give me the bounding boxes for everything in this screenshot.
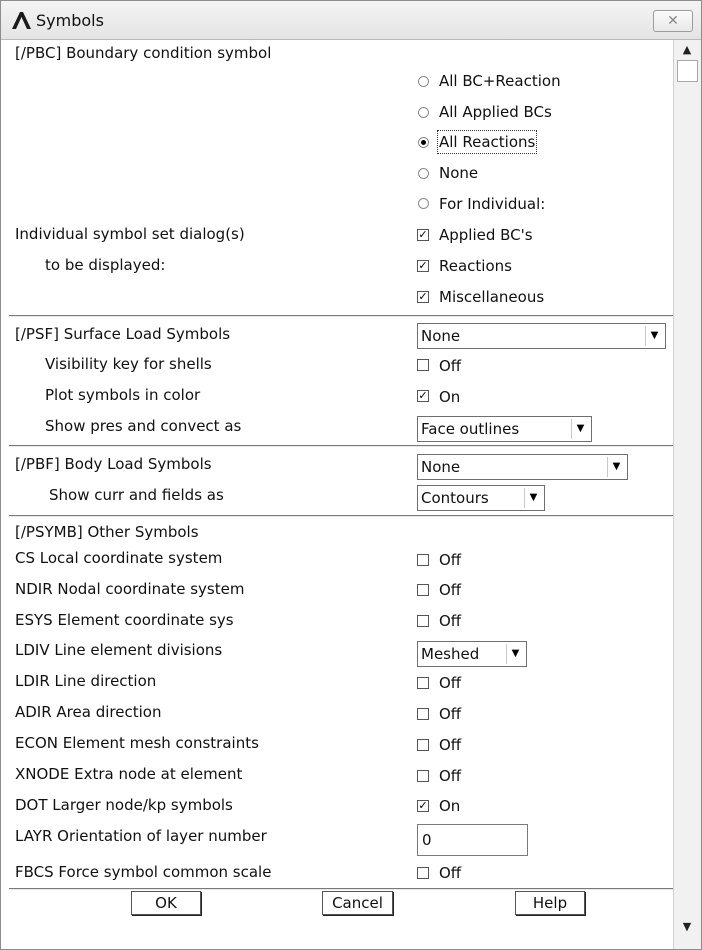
layr-input[interactable]: [420, 829, 524, 851]
pbf-curr-select[interactable]: [417, 485, 545, 511]
checkbox-label: Off: [439, 674, 462, 692]
layr-input-box[interactable]: [417, 824, 528, 856]
separator: [9, 515, 673, 517]
psf-pres-select[interactable]: [417, 416, 592, 442]
checkbox-label: Off: [439, 581, 462, 599]
arrow-up-icon[interactable]: ▲: [682, 43, 692, 56]
scrollbar-thumb[interactable]: [677, 60, 698, 82]
checkbox-label: Off: [439, 767, 462, 785]
ndir-label: NDIR Nodal coordinate system: [15, 580, 245, 598]
select-value: Contours: [421, 489, 489, 507]
checkbox-label: On: [439, 388, 461, 406]
chevron-down-icon[interactable]: ▼: [607, 457, 625, 477]
radio-label: All Reactions: [439, 133, 536, 151]
cancel-button[interactable]: Cancel: [322, 891, 393, 915]
dot-label: DOT Larger node/kp symbols: [15, 796, 233, 814]
checkbox[interactable]: [417, 867, 429, 879]
select-value: None: [421, 327, 461, 345]
checkbox[interactable]: ✓: [418, 290, 428, 303]
checkbox[interactable]: [417, 739, 429, 751]
dialog-content: [1, 40, 673, 949]
cs-label: CS Local coordinate system: [15, 549, 223, 567]
radio-label: None: [439, 164, 479, 182]
arrow-down-icon[interactable]: ▼: [682, 920, 692, 933]
select-value: None: [421, 458, 461, 476]
psf-color-label: Plot symbols in color: [45, 386, 201, 404]
radio-indicator[interactable]: [418, 76, 429, 87]
psf-pres-label: Show pres and convect as: [45, 417, 242, 435]
ldiv-select[interactable]: [417, 641, 527, 667]
pbc-heading: [/PBC] Boundary condition symbol: [15, 44, 272, 62]
ldir-label: LDIR Line direction: [15, 672, 157, 690]
checkbox[interactable]: ✓: [418, 228, 428, 241]
checkbox-label: Off: [439, 864, 462, 882]
checkbox[interactable]: ✓: [418, 259, 428, 272]
pbf-curr-label: Show curr and fields as: [49, 486, 224, 504]
separator: [9, 315, 673, 317]
checkbox-label: Off: [439, 705, 462, 723]
help-button[interactable]: Help: [515, 891, 585, 915]
xnode-label: XNODE Extra node at element: [15, 765, 243, 783]
adir-label: ADIR Area direction: [15, 703, 162, 721]
checkbox-label: Off: [439, 736, 462, 754]
radio-label: For Individual:: [439, 195, 546, 213]
radio-label: All Applied BCs: [439, 103, 552, 121]
pbf-select[interactable]: [417, 454, 628, 480]
separator: [9, 888, 673, 890]
chevron-down-icon[interactable]: ▼: [524, 488, 542, 508]
checkbox[interactable]: [417, 554, 429, 566]
checkbox[interactable]: [417, 615, 429, 627]
checkbox[interactable]: [417, 584, 429, 596]
checkbox[interactable]: [417, 770, 429, 782]
checkbox-label: Miscellaneous: [439, 288, 545, 306]
close-icon: ✕: [667, 13, 679, 29]
psf-select[interactable]: [417, 323, 666, 349]
pbf-heading: [/PBF] Body Load Symbols: [15, 455, 212, 473]
ansys-logo-icon: [10, 10, 32, 30]
checkbox-label: Applied BC's: [439, 226, 533, 244]
select-value: Meshed: [421, 645, 480, 663]
chevron-down-icon[interactable]: ▼: [645, 326, 663, 346]
chevron-down-icon[interactable]: ▼: [571, 419, 589, 439]
checkbox-label: On: [439, 797, 461, 815]
radio-indicator[interactable]: [418, 198, 429, 209]
ldiv-label: LDIV Line element divisions: [15, 641, 223, 659]
checkbox[interactable]: ✓: [418, 799, 428, 812]
fbcs-label: FBCS Force symbol common scale: [15, 863, 272, 881]
checkbox-label: Off: [439, 551, 462, 569]
ok-button[interactable]: OK: [131, 891, 201, 915]
chevron-down-icon[interactable]: ▼: [506, 644, 524, 664]
checkbox[interactable]: [417, 359, 429, 371]
individual-label-2: to be displayed:: [45, 256, 166, 274]
checkbox-label: Off: [439, 357, 462, 375]
radio-indicator[interactable]: [418, 168, 429, 179]
window-title: Symbols: [36, 11, 104, 30]
checkbox-label: Reactions: [439, 257, 512, 275]
psymb-heading: [/PSYMB] Other Symbols: [15, 523, 199, 541]
radio-indicator-selected[interactable]: [418, 137, 429, 148]
layr-label: LAYR Orientation of layer number: [15, 827, 267, 845]
radio-label: All BC+Reaction: [439, 72, 561, 90]
checkbox[interactable]: [417, 677, 429, 689]
checkbox-label: Off: [439, 612, 462, 630]
vertical-scrollbar[interactable]: [673, 40, 702, 949]
psf-heading: [/PSF] Surface Load Symbols: [15, 325, 231, 343]
radio-indicator[interactable]: [418, 107, 429, 118]
esys-label: ESYS Element coordinate sys: [15, 611, 234, 629]
checkbox[interactable]: [417, 708, 429, 720]
title-bar: [1, 1, 701, 40]
psf-visibility-label: Visibility key for shells: [45, 355, 212, 373]
separator: [9, 445, 673, 447]
checkbox[interactable]: ✓: [418, 389, 428, 402]
individual-label-1: Individual symbol set dialog(s): [15, 225, 245, 243]
econ-label: ECON Element mesh constraints: [15, 734, 259, 752]
select-value: Face outlines: [421, 420, 520, 438]
close-button[interactable]: [653, 10, 693, 32]
